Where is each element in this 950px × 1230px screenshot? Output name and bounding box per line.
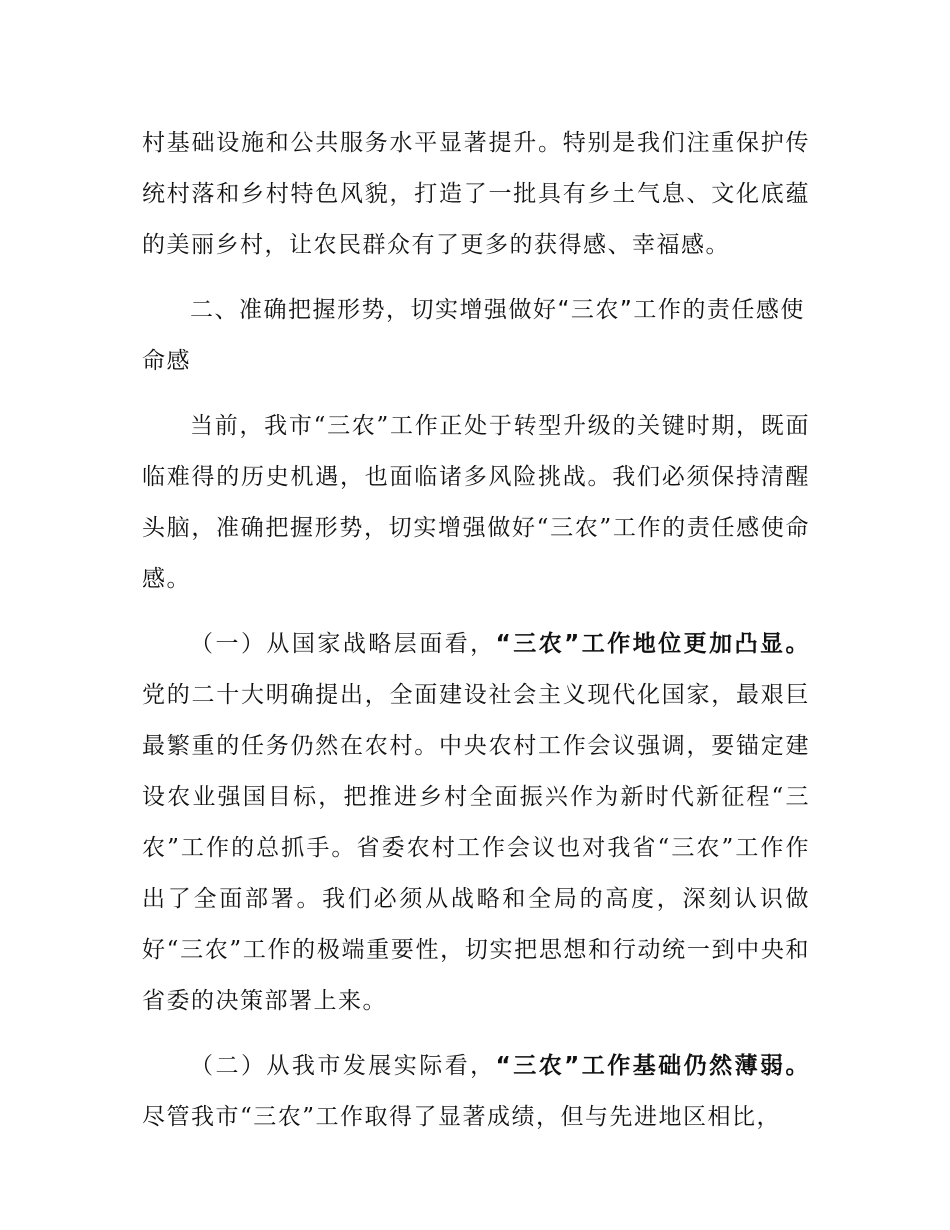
paragraph-continued: 村基础设施和公共服务水平显著提升。特别是我们注重保护传统村落和乡村特色风貌，打造了一批具有乡土气息、文化底蕴的美丽乡村，让农民群众有了更多的获得感、幸福感。 bbox=[142, 130, 810, 258]
section-heading: 二、准确把握形势，切实增强做好“三农”工作的责任感使命感 bbox=[142, 297, 805, 374]
paragraph-item-1 bbox=[142, 619, 810, 1027]
paragraph-intro: 当前，我市“三农”工作正处于转型升级的关键时期，既面临难得的历史机遇，也面临诸多风险挑战。我们必须保持清醒头脑，准确把握形势，切实增强做好“三农”工作的责任感使命感。 bbox=[142, 413, 810, 592]
paragraph-item-2 bbox=[142, 1041, 810, 1143]
item-2-bold-heading: “三农”工作基础仍然薄弱。 bbox=[495, 1053, 811, 1079]
item-1-lead: （一）从国家战略层面看， bbox=[190, 631, 496, 657]
item-1-body: 党的二十大明确提出，全面建设社会主义现代化国家，最艰巨最繁重的任务仍然在农村。中央农村工作会议强调，要锚定建设农业强国目标，把推进乡村全面振兴作为新时代新征程“三农”工作的总抓手。省委农村工作会议也对我省“三农”工作作出了全面部署。我们必须从战略和全局的高度，深刻认识做好“三农”工作的极端重要性，切实把思想和行动统一到中央和省委的决策部署上来。 bbox=[142, 682, 810, 1014]
item-2-body: 尽管我市“三农”工作取得了显著成绩，但与先进地区相比， bbox=[142, 1104, 782, 1130]
item-1-bold-heading: “三农”工作地位更加凸显。 bbox=[495, 631, 811, 657]
item-2-lead: （二）从我市发展实际看， bbox=[190, 1053, 496, 1079]
